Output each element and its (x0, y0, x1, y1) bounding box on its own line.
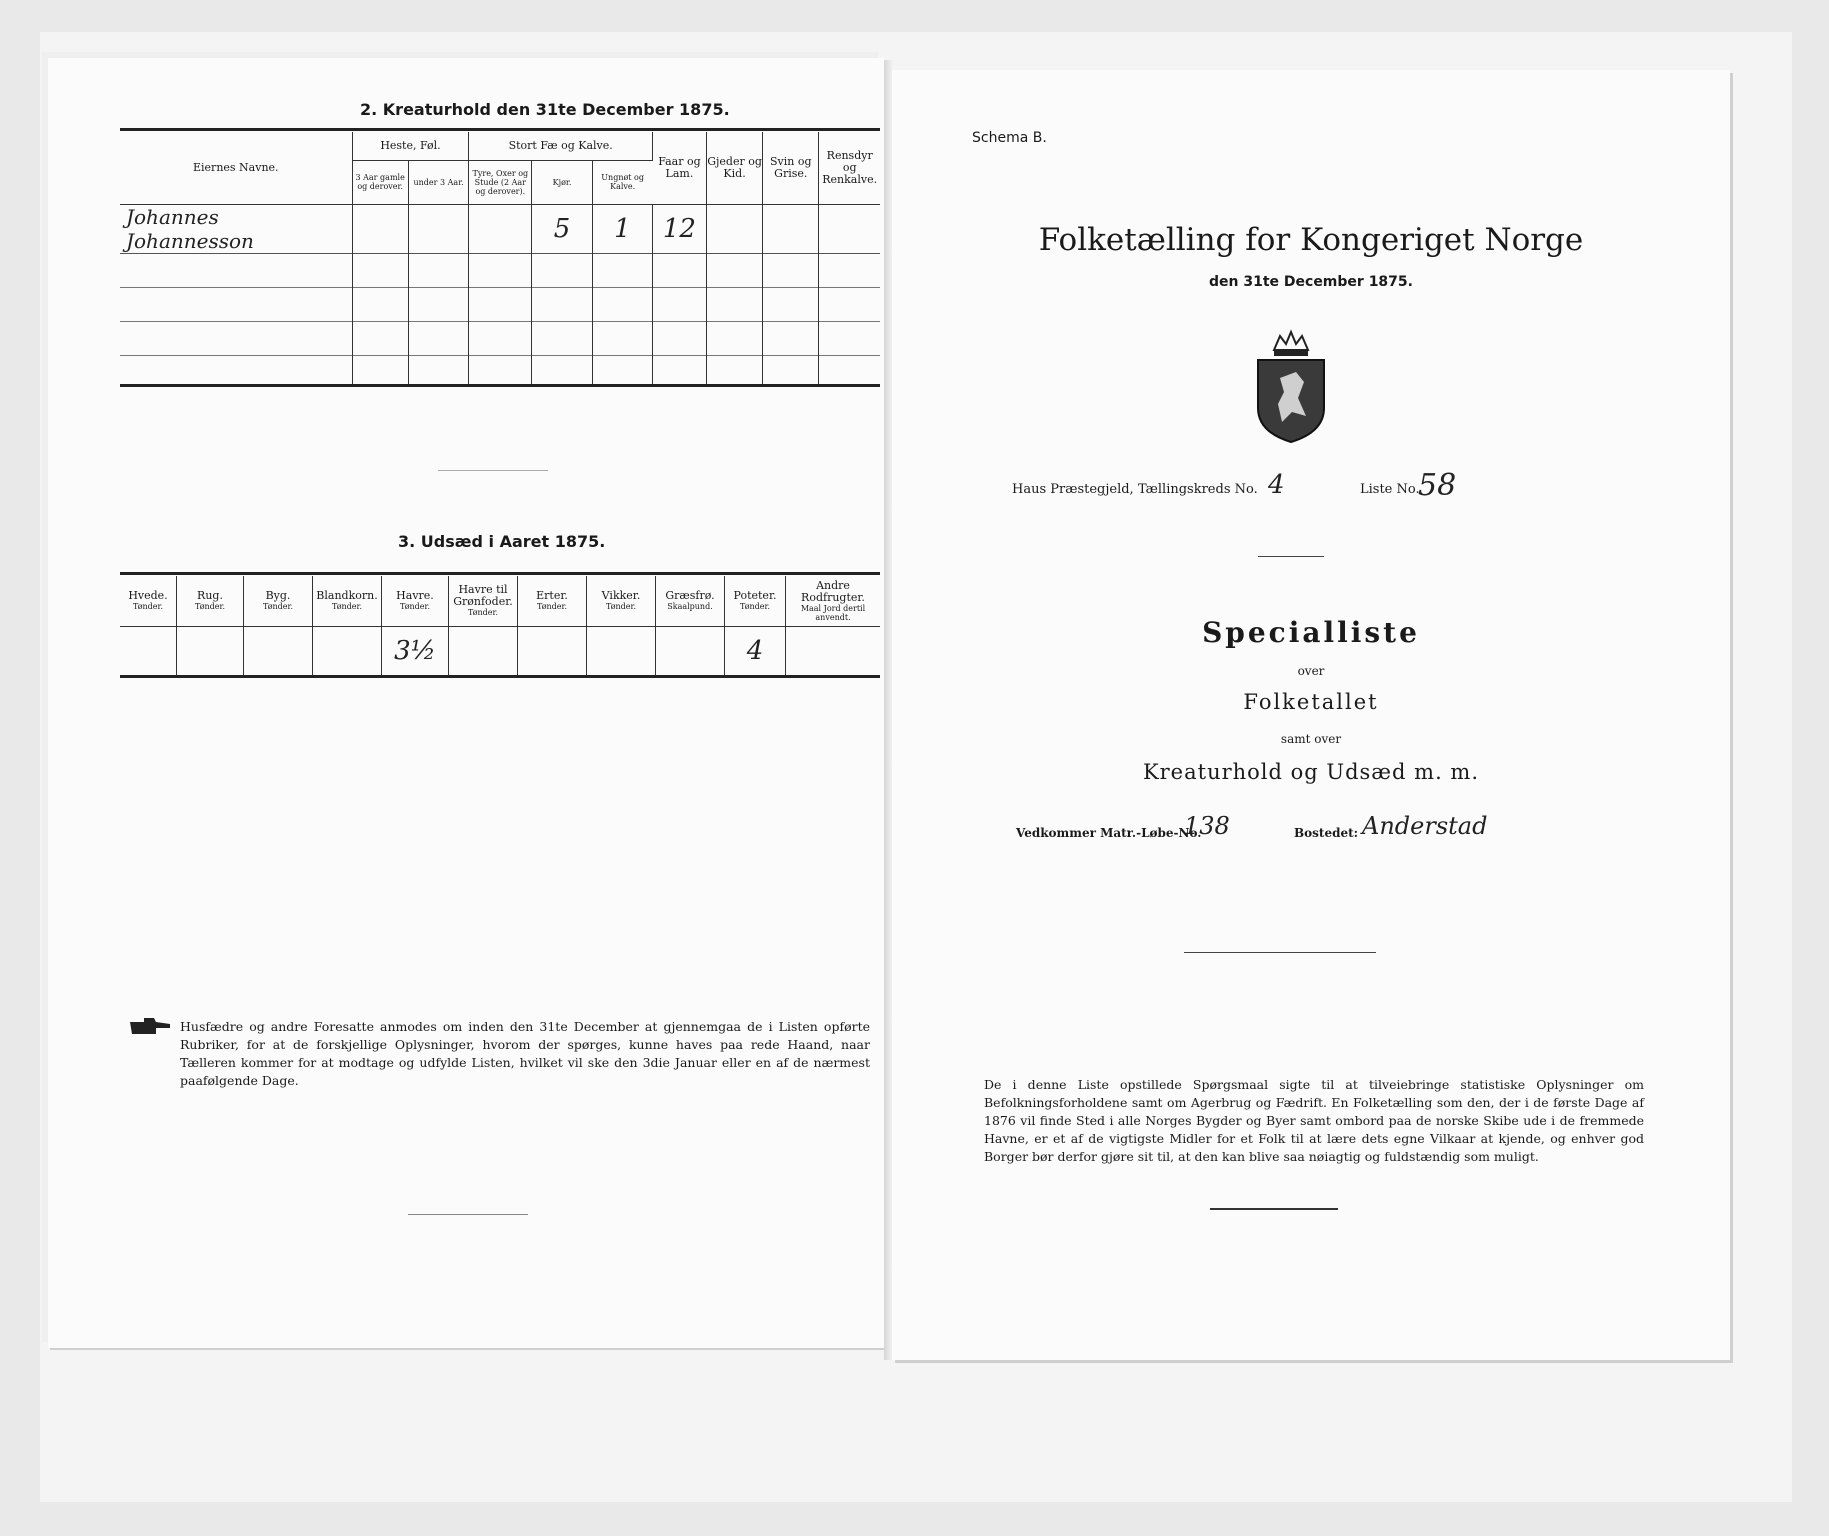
rule (120, 572, 880, 575)
cell (819, 204, 880, 253)
young-cattle-header: Ungnøt og Kalve. (592, 160, 652, 204)
samt-over-text: samt over (1280, 732, 1342, 746)
seed-col-roots: Andre Rodfrugter. Maal Jord dertil anvendt. (800, 578, 866, 622)
over-text: over (1297, 664, 1325, 678)
table-row (120, 321, 880, 355)
table-row (120, 626, 880, 676)
cell (469, 204, 532, 253)
district-number: 4 (1268, 470, 1285, 500)
district-label: Tællingskreds No. (1138, 482, 1258, 497)
table-row (120, 204, 880, 253)
cell (763, 204, 819, 253)
seed-col-potatoes: Poteter. Tønder. (725, 576, 786, 626)
list-label: Liste No. (1360, 482, 1420, 497)
table-row (120, 355, 880, 385)
notice-text: Husfædre og andre Foresatte anmodes om inden den 31te December at gjennemgaa de i Listen opførte Rubriker, for at de forskjellige Oplysninger, hvorom der spørges, kunne haves paa rede Haand, naar Tælleren kommer for at modtage og udfylde Listen, hvilket vil ske den 3die Januar eller en af de nærmest paafølgende Dage. (180, 1019, 870, 1088)
table-row (120, 253, 880, 287)
cell (706, 204, 762, 253)
sheep-cell: 12 (652, 204, 706, 253)
left-page (48, 58, 884, 1348)
reindeer-header: Rensdyr og Renkalve. (819, 132, 880, 204)
list-number: 58 (1418, 468, 1457, 503)
separator (438, 470, 548, 471)
parish-label: Haus Præstegjeld, (1012, 482, 1134, 497)
seed-value (518, 626, 587, 676)
seed-col-mixed: Blandkorn. Tønder. (313, 576, 382, 626)
livestock-table (120, 132, 880, 387)
livestock-title: 2. Kreaturhold den 31te December 1875. (360, 100, 730, 119)
seed-col-wheat: Hvede. Tønder. (120, 576, 177, 626)
seed-col-peas: Erter. Tønder. (518, 576, 587, 626)
seed-value (313, 626, 382, 676)
pigs-header: Svin og Grise. (763, 132, 819, 204)
pointing-hand-icon (128, 1016, 172, 1042)
seed-value (244, 626, 313, 676)
seed-value (587, 626, 656, 676)
matr-label: Vedkommer Matr.-Løbe-No. (1016, 826, 1202, 840)
seed-value (120, 626, 177, 676)
seed-value-oats: 3½ (382, 626, 449, 676)
seed-value-potatoes: 4 (725, 626, 786, 676)
rule (120, 128, 880, 131)
intro-paragraph: De i denne Liste opstillede Spørgsmaal sigte til at tilveiebringe statistiske Oplysninger om Befolkningsforholdene samt om Agerbrug og Fædrift. En Folketælling som den, der i de første Dage af 1876 vil finde Sted i alle Norges Bygder og Byer samt ombord paa de norske Skibe ude i de fremmede Havne, er et af de vigtigste Midler for et Folk til at lære dets egne Vilkaar at kjende, og enhver god Borger bør derfor gjøre sit til, at den kan blive saa nøiagtig og fuldstændig som muligt. (984, 1077, 1644, 1164)
seed-table (120, 576, 880, 678)
goats-header: Gjeder og Kid. (706, 132, 762, 204)
separator (408, 1214, 528, 1215)
bosted-value: Anderstad (1362, 812, 1488, 840)
separator (1184, 952, 1376, 953)
seed-col-barley: Byg. Tønder. (244, 576, 313, 626)
kreaturhold-text: Kreaturhold og Udsæd m. m. (1142, 760, 1480, 784)
coat-of-arms-icon (1252, 328, 1330, 448)
folketallet-text: Folketallet (1243, 690, 1379, 714)
seed-col-grass: Græsfrø. Skaalpund. (656, 576, 725, 626)
table-row (120, 287, 880, 321)
young-cattle-cell: 1 (592, 204, 652, 253)
seed-value (786, 626, 881, 676)
sheep-header: Faar og Lam. (652, 132, 706, 204)
seed-col-oats-fodder: Havre til Grønfoder. Tønder. (449, 576, 518, 626)
cell (408, 204, 469, 253)
horse-young-header: under 3 Aar. (408, 160, 469, 204)
seed-title: 3. Udsæd i Aaret 1875. (398, 532, 606, 551)
horse-old-header: 3 Aar gamle og derover. (352, 160, 408, 204)
document-date: den 31te December 1875. (1209, 274, 1413, 290)
separator (1210, 1208, 1338, 1210)
seed-value (449, 626, 518, 676)
seed-col-oats: Havre. Tønder. (382, 576, 449, 626)
horses-header: Heste, Føl. (352, 132, 469, 160)
bulls-header: Tyre, Oxer og Stude (2 Aar og derover). (469, 160, 532, 204)
schema-label: Schema B. (972, 130, 1047, 146)
cows-header: Kjør. (532, 160, 593, 204)
specialliste-heading: Specialliste (1202, 616, 1420, 649)
document-title: Folketælling for Kongeriget Norge (1038, 222, 1584, 258)
seed-value (177, 626, 244, 676)
cows-cell: 5 (532, 204, 593, 253)
cell (352, 204, 408, 253)
right-page (892, 70, 1730, 1360)
owner-cell: Johannes Johannesson (120, 204, 352, 253)
cattle-header: Stort Fæ og Kalve. (469, 132, 653, 160)
owner-header: Eiernes Navne. (120, 132, 352, 204)
seed-col-vetch: Vikker. Tønder. (587, 576, 656, 626)
seed-value (656, 626, 725, 676)
seed-col-rye: Rug. Tønder. (177, 576, 244, 626)
bosted-label: Bostedet: (1294, 826, 1359, 840)
matr-number: 138 (1184, 812, 1230, 840)
separator (1258, 556, 1324, 557)
